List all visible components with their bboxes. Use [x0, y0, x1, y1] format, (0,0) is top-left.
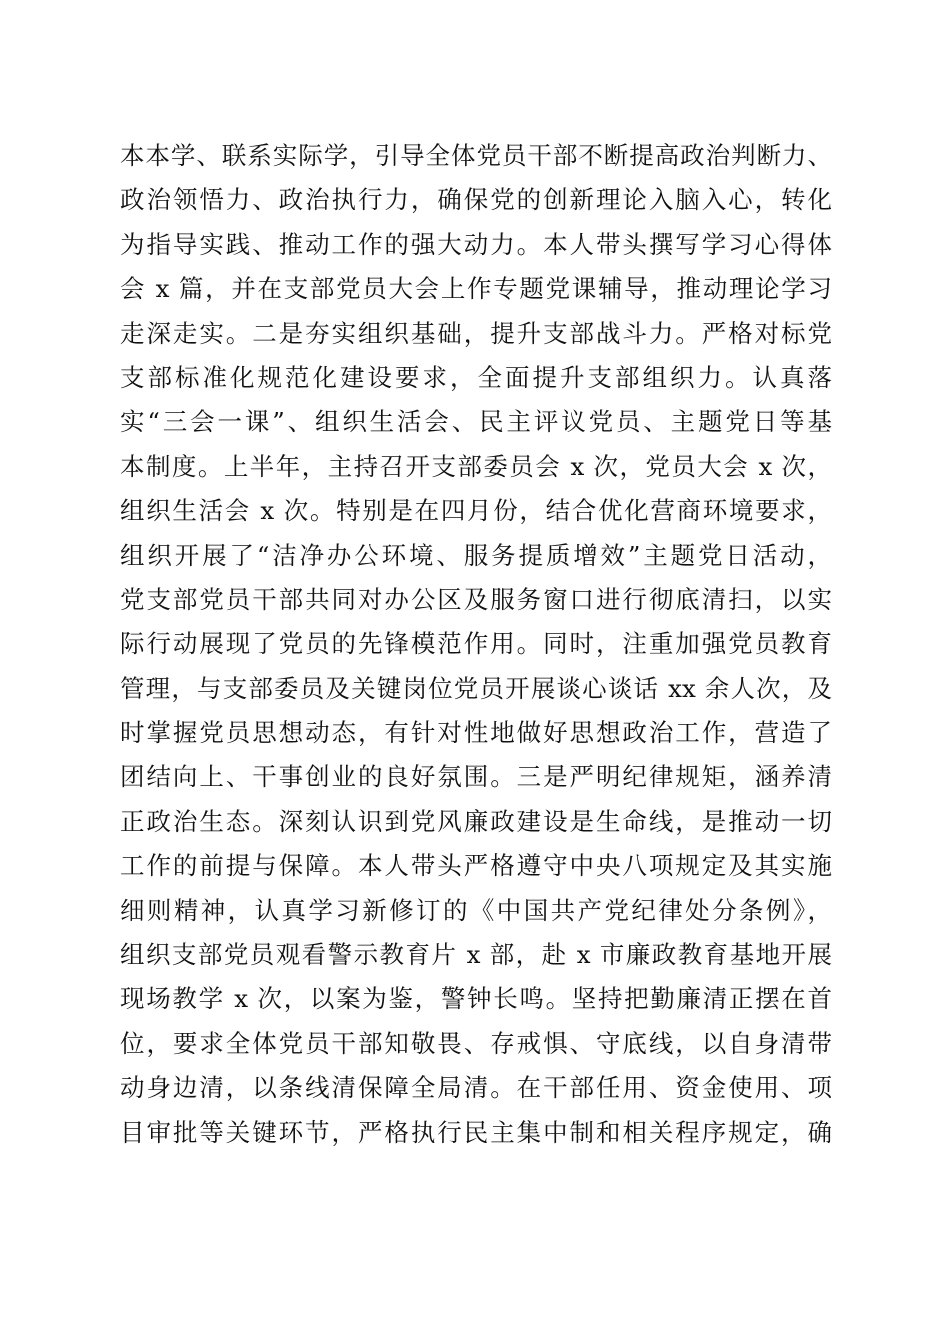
text-line-16: 正政治生态。深刻认识到党风廉政建设是生命线，是推动一切: [120, 806, 832, 836]
text-line-4: 会 x 篇，并在支部党员大会上作专题党课辅导，推动理论学习: [120, 274, 832, 304]
text-line-8: 本制度。上半年，主持召开支部委员会 x 次，党员大会 x 次，: [120, 451, 832, 481]
text-line-5: 走深走实。二是夯实组织基础，提升支部战斗力。严格对标党: [120, 318, 832, 348]
text-line-18: 细则精神，认真学习新修订的《中国共产党纪律处分条例》，: [120, 895, 832, 925]
text-line-6: 支部标准化规范化建设要求，全面提升支部组织力。认真落: [120, 362, 832, 392]
text-line-14: 时掌握党员思想动态，有针对性地做好思想政治工作，营造了: [120, 718, 832, 748]
text-line-19: 组织支部党员观看警示教育片 x 部，赴 x 市廉政教育基地开展: [120, 940, 832, 970]
text-line-2: 政治领悟力、政治执行力，确保党的创新理论入脑入心，转化: [120, 185, 832, 215]
text-line-21: 位，要求全体党员干部知敬畏、存戒惧、守底线，以自身清带: [120, 1028, 832, 1058]
text-line-10: 组织开展了“洁净办公环境、服务提质增效”主题党日活动，: [120, 540, 832, 570]
text-line-9: 组织生活会 x 次。特别是在四月份，结合优化营商环境要求，: [120, 496, 832, 526]
text-line-7: 实“三会一课”、组织生活会、民主评议党员、主题党日等基: [120, 407, 832, 437]
text-line-17: 工作的前提与保障。本人带头严格遵守中央八项规定及其实施: [120, 851, 832, 881]
text-line-3: 为指导实践、推动工作的强大动力。本人带头撰写学习心得体: [120, 229, 832, 259]
text-line-22: 动身边清，以条线清保障全局清。在干部任用、资金使用、项: [120, 1073, 832, 1103]
text-line-20: 现场教学 x 次，以案为鉴，警钟长鸣。坚持把勤廉清正摆在首: [120, 984, 832, 1014]
text-line-15: 团结向上、干事创业的良好氛围。三是严明纪律规矩，涵养清: [120, 762, 832, 792]
text-line-13: 管理，与支部委员及关键岗位党员开展谈心谈话 xx 余人次，及: [120, 673, 832, 703]
text-line-1: 本本学、联系实际学，引导全体党员干部不断提高政治判断力、: [120, 141, 832, 170]
text-line-12: 际行动展现了党员的先锋模范作用。同时，注重加强党员教育: [120, 629, 832, 659]
body-paragraph: [120, 134, 832, 1155]
text-line-11: 党支部党员干部共同对办公区及服务窗口进行彻底清扫，以实: [120, 584, 832, 614]
text-line-23: 目审批等关键环节，严格执行民主集中制和相关程序规定，确: [120, 1117, 832, 1147]
